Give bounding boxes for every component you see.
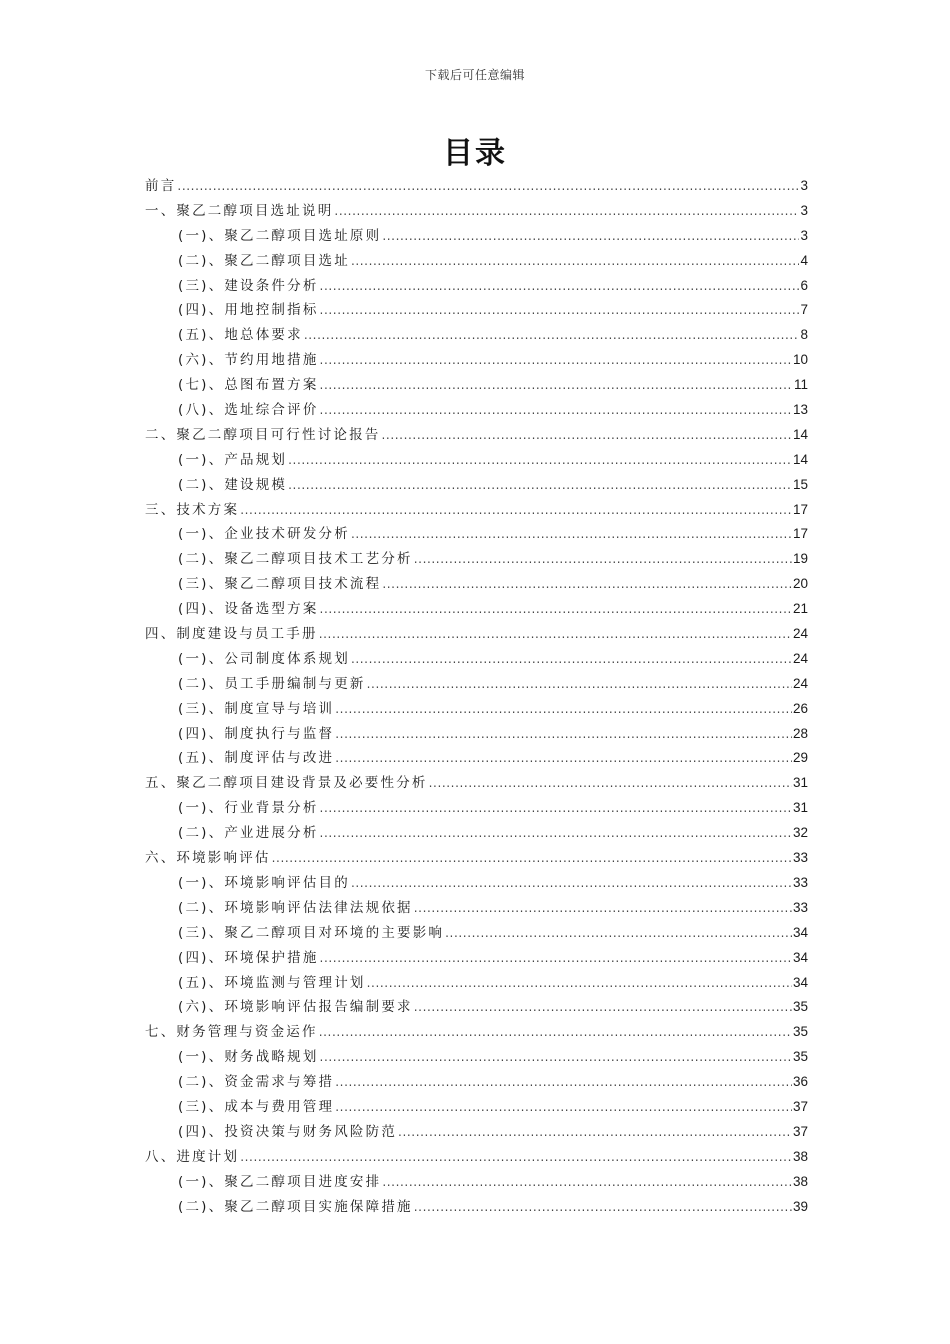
toc-entry-label: (三)、成本与费用管理 — [178, 1098, 335, 1115]
toc-leader-dots — [367, 677, 792, 691]
toc-entry[interactable] — [145, 597, 808, 622]
toc-entry-label: (一)、行业背景分析 — [178, 800, 319, 817]
toc-entry[interactable] — [145, 896, 808, 921]
toc-entry[interactable] — [145, 821, 808, 846]
toc-entry[interactable] — [145, 771, 808, 796]
toc-entry-page-number: 34 — [792, 974, 808, 990]
toc-entry-page-number: 3 — [800, 178, 808, 193]
toc-entry-label: (二)、聚乙二醇项目选址 — [178, 252, 350, 269]
toc-entry-page-number: 36 — [792, 1074, 808, 1090]
toc-entry[interactable] — [145, 572, 808, 597]
toc-entry[interactable] — [145, 1020, 808, 1045]
toc-entry-page-number: 13 — [792, 402, 808, 418]
toc-entry-label: (二)、员工手册编制与更新 — [178, 675, 366, 692]
toc-entry-page-number: 33 — [792, 850, 808, 866]
toc-leader-dots — [304, 328, 800, 342]
toc-entry[interactable] — [145, 871, 808, 896]
toc-entry[interactable] — [145, 323, 808, 348]
toc-entry-label: (六)、环境影响评估报告编制要求 — [178, 999, 413, 1016]
toc-entry-label: (二)、产业进展分析 — [178, 825, 319, 842]
toc-entry[interactable] — [145, 348, 808, 373]
toc-leader-dots — [335, 1075, 792, 1089]
toc-entry-label: (一)、聚乙二醇项目选址原则 — [178, 227, 382, 244]
toc-entry[interactable] — [145, 224, 808, 249]
toc-entry-label: (五)、环境监测与管理计划 — [178, 974, 366, 991]
toc-entry-page-number: 10 — [792, 352, 808, 368]
toc-entry-page-number: 37 — [792, 1123, 808, 1139]
toc-entry-page-number: 26 — [792, 700, 808, 716]
toc-leader-dots — [177, 179, 799, 193]
toc-entry-page-number: 29 — [792, 750, 808, 766]
toc-leader-dots — [334, 204, 799, 218]
toc-entry-label: (一)、财务战略规划 — [178, 1049, 319, 1066]
toc-entry[interactable] — [145, 971, 808, 996]
toc-entry-label: (二)、聚乙二醇项目实施保障措施 — [178, 1198, 413, 1215]
toc-entry-page-number: 19 — [792, 551, 808, 567]
toc-leader-dots — [351, 876, 792, 890]
toc-entry[interactable] — [145, 249, 808, 274]
toc-entry-label: (四)、环境保护措施 — [178, 949, 319, 966]
toc-entry-page-number: 21 — [792, 601, 808, 617]
toc-entry[interactable] — [145, 1195, 808, 1220]
toc-entry-label: 四、制度建设与员工手册 — [145, 626, 318, 643]
toc-entry-label: (二)、环境影响评估法律法规依据 — [178, 899, 413, 916]
toc-entry[interactable] — [145, 199, 808, 224]
toc-entry-page-number: 32 — [792, 825, 808, 841]
toc-entry[interactable] — [145, 373, 808, 398]
toc-entry[interactable] — [145, 1070, 808, 1095]
toc-entry-page-number: 17 — [792, 526, 808, 542]
toc-leader-dots — [320, 378, 793, 392]
toc-leader-dots — [414, 1000, 792, 1014]
toc-entry-page-number: 38 — [792, 1173, 808, 1189]
toc-entry[interactable] — [145, 423, 808, 448]
toc-entry-page-number: 20 — [792, 576, 808, 592]
toc-leader-dots — [240, 1150, 792, 1164]
toc-entry[interactable] — [145, 1120, 808, 1145]
toc-list — [145, 174, 808, 1219]
toc-entry-page-number: 14 — [792, 426, 808, 442]
toc-entry[interactable] — [145, 846, 808, 871]
toc-entry-label: (一)、环境影响评估目的 — [178, 874, 350, 891]
toc-entry-label: 八、进度计划 — [145, 1148, 240, 1165]
toc-entry-page-number: 34 — [792, 949, 808, 965]
toc-leader-dots — [351, 527, 792, 541]
toc-entry[interactable] — [145, 746, 808, 771]
toc-entry-label: (七)、总图布置方案 — [178, 377, 319, 394]
toc-leader-dots — [382, 229, 799, 243]
toc-leader-dots — [414, 901, 792, 915]
toc-leader-dots — [320, 403, 792, 417]
toc-entry[interactable] — [145, 174, 808, 199]
toc-entry-label: (二)、聚乙二醇项目技术工艺分析 — [178, 551, 413, 568]
toc-entry-page-number: 11 — [793, 377, 808, 393]
toc-leader-dots — [320, 303, 800, 317]
toc-leader-dots — [335, 1100, 792, 1114]
toc-leader-dots — [320, 1050, 792, 1064]
toc-entry-label: (六)、节约用地措施 — [178, 352, 319, 369]
toc-leader-dots — [335, 702, 792, 716]
toc-leader-dots — [320, 353, 792, 367]
toc-leader-dots — [288, 453, 792, 467]
toc-entry-label: (四)、设备选型方案 — [178, 601, 319, 618]
toc-entry-label: (一)、公司制度体系规划 — [178, 650, 350, 667]
toc-leader-dots — [429, 776, 792, 790]
toc-entry[interactable] — [145, 796, 808, 821]
toc-entry[interactable] — [145, 647, 808, 672]
toc-leader-dots — [320, 801, 792, 815]
toc-entry-page-number: 3 — [800, 227, 808, 243]
toc-leader-dots — [320, 279, 800, 293]
toc-entry-page-number: 37 — [792, 1098, 808, 1114]
toc-leader-dots — [367, 976, 792, 990]
toc-entry-page-number: 24 — [792, 626, 808, 642]
toc-entry[interactable] — [145, 522, 808, 547]
toc-entry-page-number: 35 — [792, 1024, 808, 1040]
toc-leader-dots — [320, 602, 792, 616]
toc-entry-label: (一)、企业技术研发分析 — [178, 526, 350, 543]
toc-title: 目录 — [443, 136, 507, 171]
toc-entry-page-number: 14 — [792, 451, 808, 467]
toc-entry-label: 六、环境影响评估 — [145, 850, 271, 867]
toc-entry-label: (八)、选址综合评价 — [178, 402, 319, 419]
toc-leader-dots — [398, 1125, 792, 1139]
toc-leader-dots — [272, 851, 792, 865]
toc-entry-label: 一、聚乙二醇项目选址说明 — [145, 202, 334, 219]
toc-entry-label: (一)、产品规划 — [178, 451, 288, 468]
toc-entry-page-number: 39 — [792, 1198, 808, 1214]
toc-entry-page-number: 38 — [792, 1148, 808, 1164]
toc-entry-page-number: 35 — [792, 999, 808, 1015]
toc-leader-dots — [319, 1025, 792, 1039]
toc-entry[interactable] — [145, 722, 808, 747]
toc-entry-page-number: 28 — [792, 725, 808, 741]
toc-entry-page-number: 33 — [792, 874, 808, 890]
toc-entry-page-number: 7 — [800, 302, 808, 318]
toc-entry-label: 七、财务管理与资金运作 — [145, 1024, 318, 1041]
toc-entry[interactable] — [145, 1045, 808, 1070]
toc-leader-dots — [445, 926, 792, 940]
toc-entry-label: (二)、资金需求与筹措 — [178, 1074, 335, 1091]
toc-entry[interactable] — [145, 298, 808, 323]
toc-entry[interactable] — [145, 1095, 808, 1120]
toc-entry[interactable] — [145, 547, 808, 572]
toc-entry-page-number: 35 — [792, 1049, 808, 1065]
toc-entry[interactable] — [145, 473, 808, 498]
toc-entry-label: (四)、投资决策与财务风险防范 — [178, 1123, 398, 1140]
toc-entry-page-number: 8 — [800, 327, 808, 343]
toc-leader-dots — [320, 826, 792, 840]
toc-leader-dots — [319, 627, 792, 641]
toc-entry[interactable] — [145, 921, 808, 946]
toc-entry-label: (二)、建设规模 — [178, 476, 288, 493]
toc-entry-label: (三)、聚乙二醇项目技术流程 — [178, 576, 382, 593]
toc-entry-label: (三)、聚乙二醇项目对环境的主要影响 — [178, 924, 445, 941]
toc-entry[interactable] — [145, 398, 808, 423]
toc-entry[interactable] — [145, 274, 808, 299]
toc-leader-dots — [335, 727, 792, 741]
toc-entry-page-number: 3 — [800, 202, 808, 218]
toc-leader-dots — [382, 577, 792, 591]
toc-entry-label: (四)、制度执行与监督 — [178, 725, 335, 742]
toc-entry-label: 前言 — [145, 178, 177, 194]
toc-entry-label: (三)、制度宣导与培训 — [178, 700, 335, 717]
toc-entry-label: 三、技术方案 — [145, 501, 240, 518]
toc-leader-dots — [351, 254, 800, 268]
toc-entry-page-number: 4 — [800, 252, 808, 268]
toc-entry-page-number: 33 — [792, 899, 808, 915]
toc-entry-label: 五、聚乙二醇项目建设背景及必要性分析 — [145, 775, 428, 792]
toc-entry-page-number: 31 — [792, 775, 808, 791]
toc-entry[interactable] — [145, 1170, 808, 1195]
toc-entry-page-number: 31 — [792, 800, 808, 816]
toc-entry-page-number: 24 — [792, 650, 808, 666]
toc-leader-dots — [414, 1200, 792, 1214]
toc-leader-dots — [288, 478, 792, 492]
toc-leader-dots — [240, 503, 792, 517]
toc-leader-dots — [382, 1175, 792, 1189]
toc-entry[interactable] — [145, 697, 808, 722]
toc-entry-label: (五)、制度评估与改进 — [178, 750, 335, 767]
toc-entry[interactable] — [145, 448, 808, 473]
toc-entry[interactable] — [145, 622, 808, 647]
toc-entry[interactable] — [145, 995, 808, 1020]
toc-entry-label: (五)、地总体要求 — [178, 327, 303, 344]
toc-entry-label: (四)、用地控制指标 — [178, 302, 319, 319]
toc-entry-label: (三)、建设条件分析 — [178, 277, 319, 294]
toc-leader-dots — [351, 652, 792, 666]
toc-entry[interactable] — [145, 946, 808, 971]
toc-entry[interactable] — [145, 498, 808, 523]
toc-entry-page-number: 34 — [792, 924, 808, 940]
page-header: 下载后可任意编辑 — [424, 68, 525, 82]
toc-entry[interactable] — [145, 672, 808, 697]
toc-entry-label: 二、聚乙二醇项目可行性讨论报告 — [145, 426, 381, 443]
toc-entry-page-number: 6 — [800, 277, 808, 293]
toc-entry[interactable] — [145, 1145, 808, 1170]
toc-leader-dots — [320, 951, 792, 965]
toc-entry-label: (一)、聚乙二醇项目进度安排 — [178, 1173, 382, 1190]
toc-entry-page-number: 17 — [792, 501, 808, 517]
toc-leader-dots — [335, 751, 792, 765]
toc-entry-page-number: 24 — [792, 675, 808, 691]
toc-leader-dots — [414, 552, 792, 566]
toc-leader-dots — [382, 428, 792, 442]
toc-entry-page-number: 15 — [792, 476, 808, 492]
